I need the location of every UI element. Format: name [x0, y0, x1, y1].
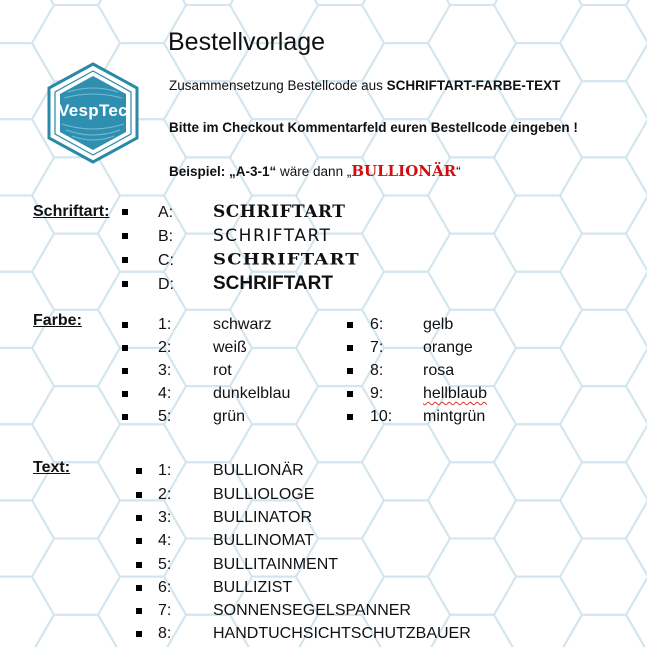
example-mid: wäre dann „: [276, 164, 352, 179]
item-key: 5:: [158, 556, 172, 573]
item-key: C:: [158, 252, 174, 269]
bullet-icon: [136, 585, 142, 591]
item-value: SCHRIFTART: [213, 273, 333, 294]
item-key: 3:: [158, 509, 172, 526]
bullet-icon: [122, 257, 128, 263]
vesptec-logo: [46, 62, 140, 164]
item-value: grün: [213, 408, 246, 425]
bullet-icon: [136, 468, 142, 474]
bullet-icon: [136, 631, 142, 637]
item-value: gelb: [423, 316, 454, 333]
item-value: schwarz: [213, 316, 272, 333]
item-value: HANDTUCHSICHTSCHUTZBAUER: [213, 625, 471, 642]
item-key: D:: [158, 276, 174, 293]
text-label: Text:: [33, 459, 71, 476]
item-value: SCHRIFTART: [213, 226, 332, 246]
item-value: hellblaub: [423, 385, 488, 402]
example-result: BULLIONÄR: [351, 162, 457, 180]
item-key: B:: [158, 228, 174, 245]
item-key: 9:: [370, 385, 384, 402]
bullet-icon: [122, 345, 128, 351]
bullet-icon: [136, 562, 142, 568]
bullet-icon: [122, 368, 128, 374]
bullet-icon: [122, 233, 128, 239]
schriftart-label: Schriftart:: [33, 203, 110, 220]
bullet-icon: [122, 209, 128, 215]
item-key: 2:: [158, 339, 172, 356]
item-value: BULLIOLOGE: [213, 486, 315, 503]
item-key: 7:: [158, 602, 172, 619]
item-value: dunkelblau: [213, 385, 291, 402]
item-key: 3:: [158, 362, 172, 379]
item-key: 1:: [158, 316, 172, 333]
item-key: 6:: [370, 316, 384, 333]
bullet-icon: [347, 322, 353, 328]
bullet-icon: [136, 608, 142, 614]
item-key: 7:: [370, 339, 384, 356]
bullet-icon: [136, 515, 142, 521]
item-value: BULLIONÄR: [213, 462, 304, 479]
item-value: BULLINOMAT: [213, 532, 315, 549]
logo-brand-text: VespTec: [58, 101, 128, 120]
item-value: BULLIZIST: [213, 579, 293, 596]
bullet-icon: [347, 345, 353, 351]
item-value: orange: [423, 339, 473, 356]
bullet-icon: [122, 281, 128, 287]
composition-prefix: Zusammensetzung Bestellcode aus: [169, 78, 387, 93]
bullet-icon: [347, 414, 353, 420]
item-key: 8:: [158, 625, 172, 642]
item-key: 4:: [158, 385, 172, 402]
item-value: SCHRIFTART: [213, 202, 346, 222]
example-label: Beispiel: „A-3-1“: [169, 164, 277, 179]
item-key: 2:: [158, 486, 172, 503]
item-value: rosa: [423, 362, 455, 379]
item-value: weiß: [213, 339, 247, 356]
item-value: SCHRIFTART: [213, 250, 360, 269]
bullet-icon: [122, 391, 128, 397]
item-key: 4:: [158, 532, 172, 549]
item-value: BULLITAINMENT: [213, 556, 339, 573]
bullet-icon: [122, 414, 128, 420]
item-key: 1:: [158, 462, 172, 479]
item-value: BULLINATOR: [213, 509, 312, 526]
farbe-label: Farbe:: [33, 312, 82, 329]
checkout-instruction-text: Bitte im Checkout Kommentarfeld euren Bestellcode eingeben !: [169, 120, 578, 135]
item-key: 10:: [370, 408, 393, 425]
bullet-icon: [122, 322, 128, 328]
checkout-instruction: [169, 120, 578, 135]
bullet-icon: [347, 368, 353, 374]
composition-format: SCHRIFTART-FARBE-TEXT: [386, 78, 561, 93]
bullet-icon: [136, 492, 142, 498]
item-value: mintgrün: [423, 408, 486, 425]
item-key: 8:: [370, 362, 384, 379]
code-composition-line: [169, 78, 560, 93]
item-value: rot: [213, 362, 232, 379]
example-end: “: [456, 164, 461, 179]
item-key: A:: [158, 204, 174, 221]
item-key: 5:: [158, 408, 172, 425]
page-title: Bestellvorlage: [168, 28, 326, 56]
item-value: SONNENSEGELSPANNER: [213, 602, 411, 619]
example-line: [169, 162, 461, 180]
item-key: 6:: [158, 579, 172, 596]
bullet-icon: [347, 391, 353, 397]
bullet-icon: [136, 538, 142, 544]
